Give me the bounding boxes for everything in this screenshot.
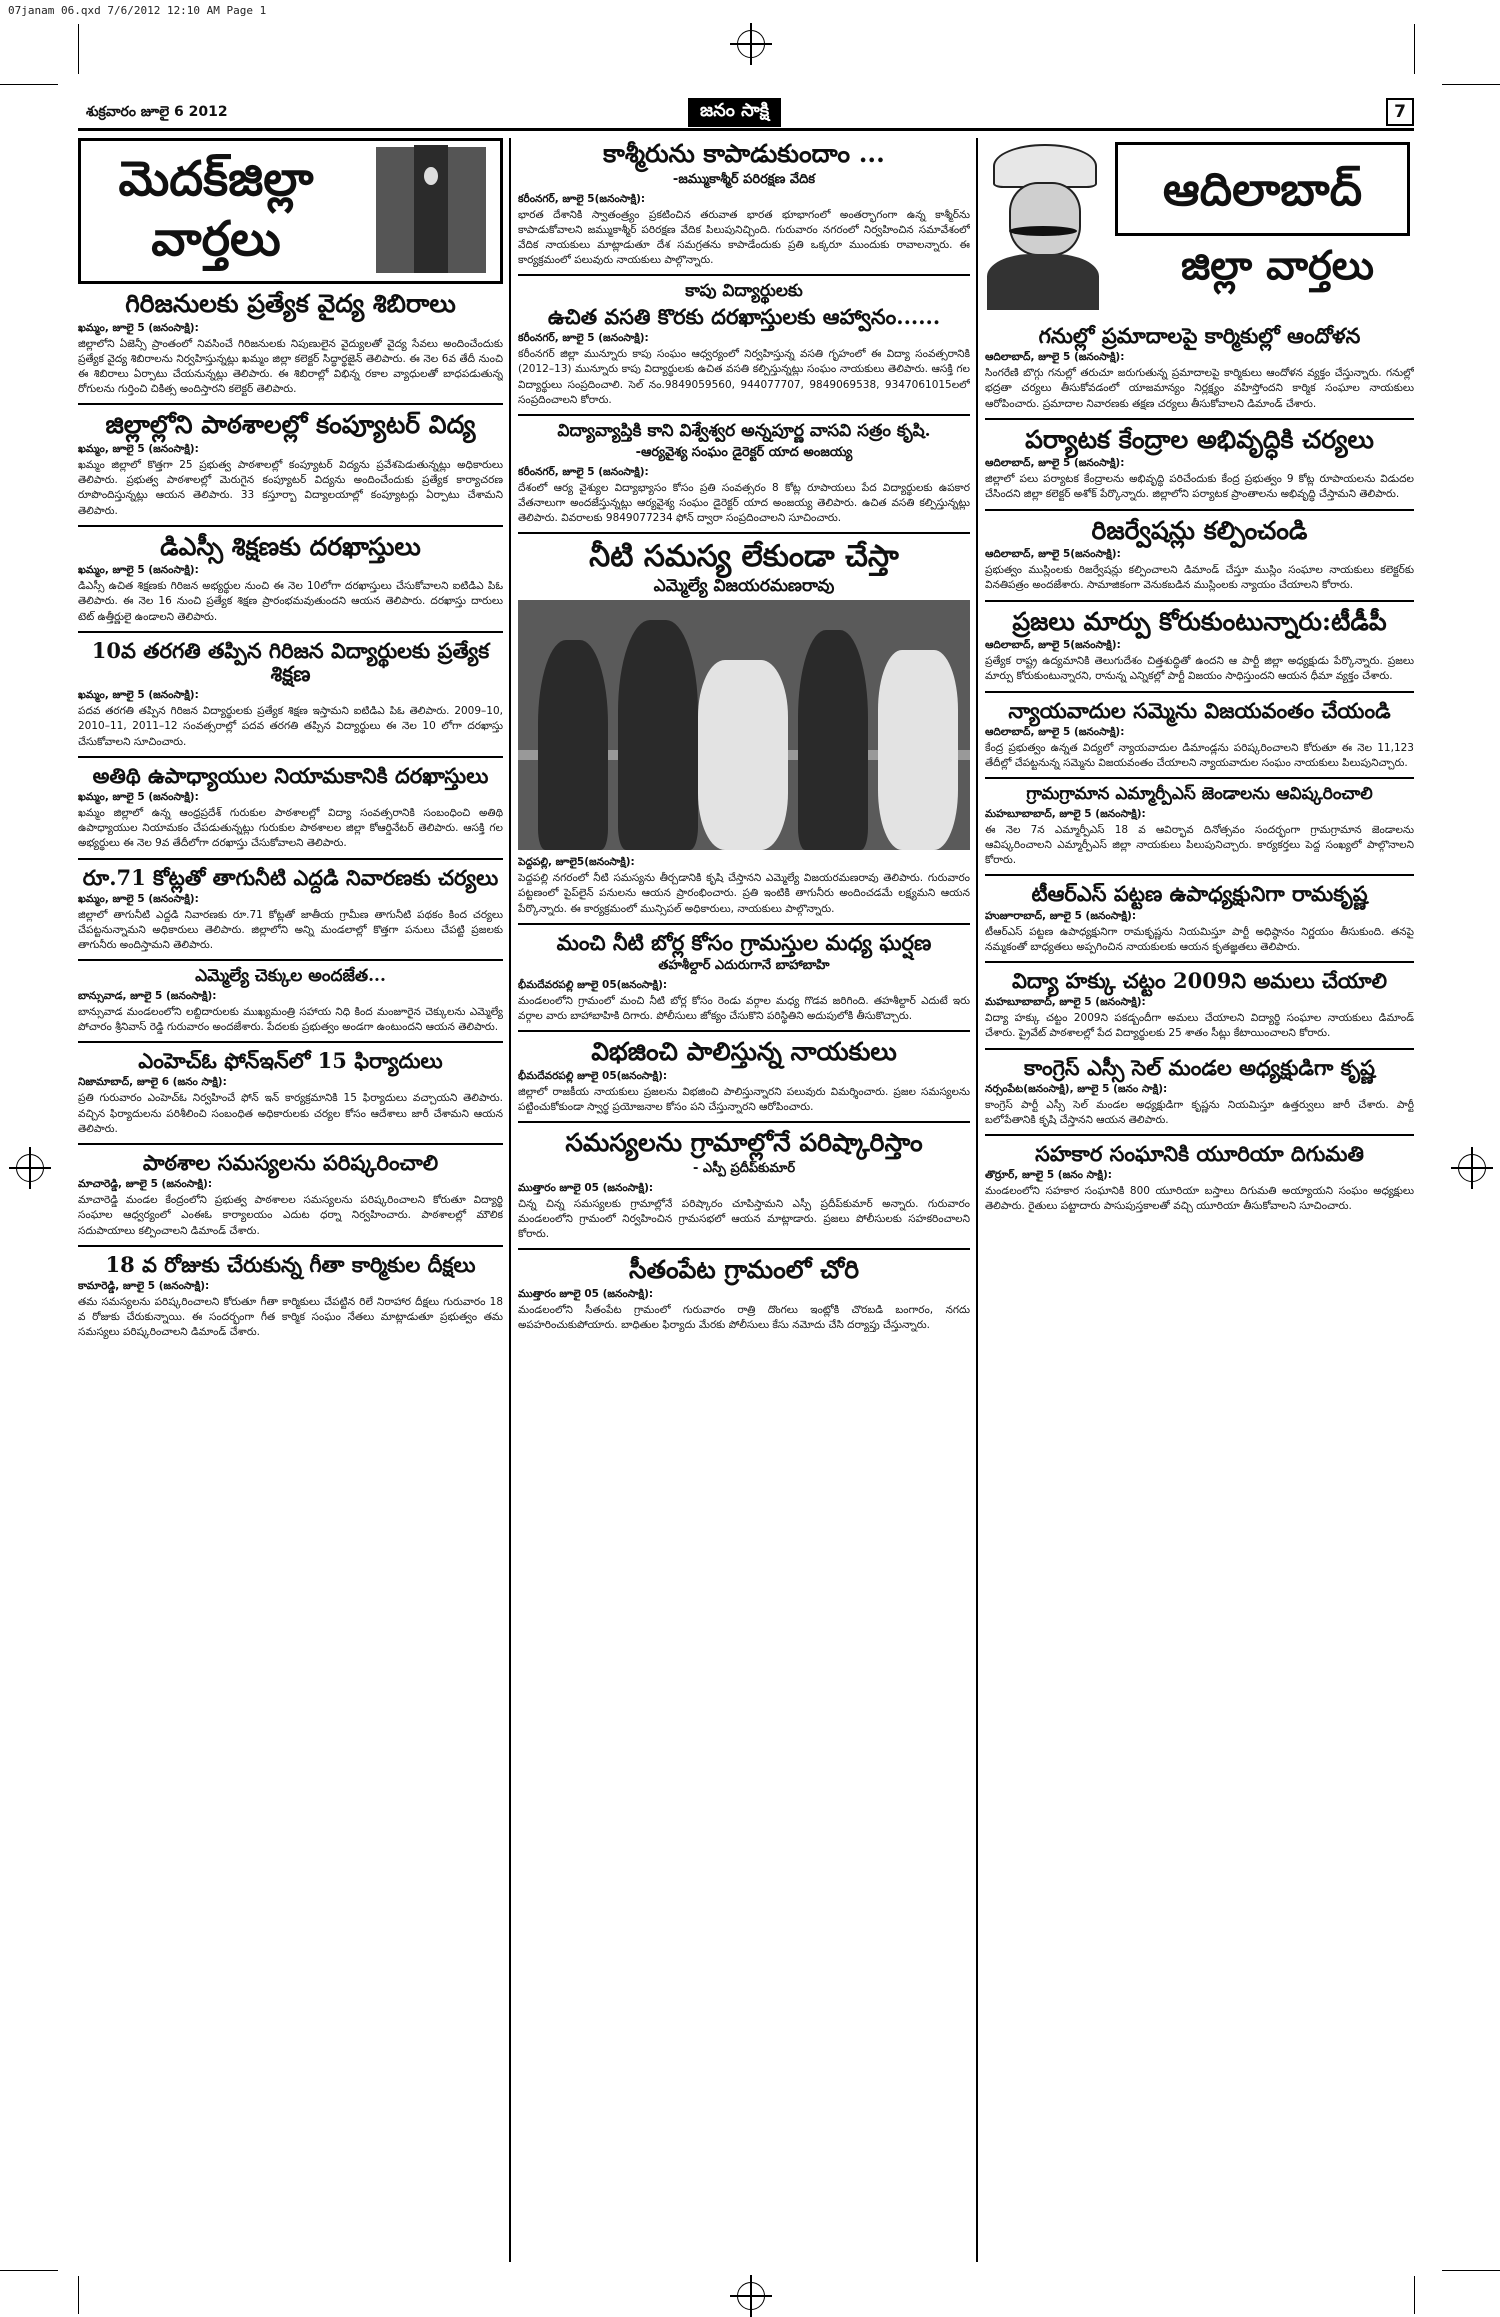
column-rule [976, 138, 978, 2262]
headline: న్యాయవాదుల సమ్మెను విజయవంతం చేయండి [1008, 697, 1391, 723]
article [985, 699, 1414, 780]
headline: ప్రజలు మార్పు కోరుకుంటున్నారు:టీడీపీ [1012, 606, 1387, 636]
byline: మాచారెడ్డి, జూలై 5 (జనంసాక్షి): [78, 1178, 213, 1191]
article-body: జిల్లాలో పలు పర్యాటక కేంద్రాలను అభివృద్ధి పరిచేందుకు కేంద్ర ప్రభుత్వం 9 కోట్ల రూపాయలను విడుదల చేసిందని జిల్లా కలెక్టర్ అశోక్ పేర్కొన్నారు. జిల్లాలోని పర్యాటక ప్రాంతాలను అభివృద్ధి చేస్తామని తెలిపారు. [985, 473, 1414, 501]
article-body: మాచారెడ్డి మండల కేంద్రంలోని ప్రభుత్వ పాఠశాలల సమస్యలను పరిష్కరించాలని కోరుతూ విద్యార్థి సంఘాల ఆధ్వర్యంలో ఎంఈఓ కార్యాలయం ఎదుట ధర్నా నిర్వహించారు. పాఠశాలల్లో మౌలిక సదుపాయాలు కల్పించాలని డిమాండ్ చేశారు. [78, 1194, 503, 1237]
headline: డిఎస్సీ శిక్షణకు దరఖాస్తులు [160, 531, 421, 561]
registration-mark-icon [737, 30, 765, 58]
article-body: ఖమ్మం జిల్లాలో ఉన్న ఆంధ్రప్రదేశ్ గురుకుల పాఠశాలల్లో విద్యా సంవత్సరానికి సంబంధించి అతిథి ఉపాధ్యాయుల నియామకం చేపడుతున్నట్లు గురుకుల పాఠశాలల జిల్లా కోఆర్డినేటర్ తెలిపారు. ఆసక్తి గల అభ్యర్థులు ఈ నెల 9వ తేదీలోగా దరఖాస్తు చేసుకోవాలని తెలిపారు. [78, 806, 503, 850]
news-photo [518, 600, 970, 850]
article [518, 422, 970, 534]
headline: మంచి నీటి బోర్ల కోసం గ్రామస్తుల మధ్య ఘర్షణ [556, 929, 932, 955]
article [985, 426, 1414, 511]
article-body: ప్రతి గురువారం ఎంహెచ్ఓ నిర్వహించే ఫోన్ ఇన్ కార్యక్రమానికి 15 ఫిర్యాదులు వచ్చాయని తెలిపారు. వచ్చిన ఫిర్యాదులను పరిశీలించి సంబంధిత అధికారులకు చర్యల కోసం ఆదేశాలు జారీ చేశామని ఆయన తెలిపారు. [78, 1092, 503, 1135]
article-body: కేంద్ర ప్రభుత్వం ఉన్నత విద్యలో న్యాయవాదుల డిమాండ్లను పరిష్కరించాలని కోరుతూ ఈ నెల 11,123 తేదీల్లో చేపట్టనున్న సమ్మెను విజయవంతం చేయాలని న్యాయవాదుల సంఘం నాయకులు పిలుపునిచ్చారు. [985, 741, 1414, 769]
headline: గనుల్లో ప్రమాదాలపై కార్మికుల్లో ఆందోళన [1038, 323, 1361, 348]
article [78, 290, 503, 405]
article [78, 866, 503, 962]
article [985, 324, 1414, 420]
crop-mark [78, 2276, 79, 2314]
headline: జిల్లాల్లోని పాఠశాలల్లో కంప్యూటర్ విద్య [105, 410, 476, 440]
article-body: జిల్లాలో తాగునీటి ఎద్దడి నివారణకు రూ.71 కోట్లతో జాతీయ గ్రామీణ తాగునీటి పథకం కింద చర్యలు చేపట్టనున్నామని అధికారులు తెలిపారు. జిల్లాలోని అన్ని మండలాల్లో కొత్తగా పనులు చేపట్టి ప్రజలకు తాగునీరు అందిస్తామని తెలిపారు. [78, 908, 503, 952]
page-number: 7 [1386, 98, 1414, 126]
byline: ఖమ్మం, జూలై 5 (జనంసాక్షి): [78, 689, 199, 702]
article-body: ప్రత్యేక రాష్ట్ర ఉద్యమానికి తెలుగుదేశం చిత్తశుద్ధితో ఉందని ఆ పార్టీ జిల్లా అధ్యక్షుడు పేర్కొన్నారు. ప్రజలు మార్పు కోరుకుంటున్నారని, రానున్న ఎన్నికల్లో పార్టీ విజయం సాధిస్తుందని ఆయన ధీమా వ్యక్తం చేశారు. [985, 655, 1414, 683]
article [78, 639, 503, 758]
article-body: ఖమ్మం జిల్లాలో కొత్తగా 25 ప్రభుత్వ పాఠశాలల్లో కంప్యూటర్ విద్యను ప్రవేశపెడుతున్నట్లు అధికారులు తెలిపారు. ప్రభుత్వ పాఠశాలల్లో మెరుగైన కంప్యూటర్ విద్యను అందించేందుకు ప్రత్యేక కార్యాచరణ రూపొందిస్తున్నట్లు ఆయన తెలిపారు. 33 కస్తూర్బా విద్యాలయాల్లో కంప్యూటర్లు ఏర్పాటు చేశామని తెలిపారు. [78, 458, 503, 517]
article [78, 1253, 503, 1347]
crop-mark [1414, 2276, 1415, 2314]
article-body: ప్రభుత్వం ముస్లింలకు రిజర్వేషన్లు కల్పించాలని డిమాండ్ చేస్తూ ముస్లిం సంఘాల నాయకులు కలెక్టర్‌కు వినతిపత్రం అందజేశారు. సామాజికంగా వెనుకబడిన ముస్లింలకు న్యాయం చేయాలని కోరారు. [985, 564, 1414, 592]
subheadline: -ఆర్యవైశ్య సంఘం డైరెక్టర్ యాద అంజయ్య [635, 444, 853, 460]
article [985, 608, 1414, 693]
article-body: ఈ నెల 7న ఎమ్మార్పీఎస్ 18 వ ఆవిర్భావ దినోత్సవం సందర్భంగా గ్రామగ్రామాన జెండాలను ఆవిష్కరించాలని ఎమ్మార్పీఎస్ జిల్లా నాయకులు పిలుపునిచ్చారు. కార్యకర్తలు పెద్ద సంఖ్యలో పాల్గొనాలని కోరారు. [985, 823, 1414, 867]
moustache-shape [1009, 226, 1077, 236]
article-body: పదవ తరగతి తప్పిన గిరిజన విద్యార్థులకు ప్రత్యేక శిక్షణ ఇస్తామని ఐటిడిఎ పిఓ తెలిపారు. 2009–10, 2010–11, 2011–12 సంవత్సరాల్లో పదవ తరగతి తప్పిన విద్యార్థులు ఈ నెల 10 లోగా దరఖాస్తు చేసుకోవాలని సూచించారు. [78, 705, 503, 748]
person-figure [878, 650, 958, 850]
crop-mark [1442, 84, 1500, 85]
article-body: భారత దేశానికి స్వాతంత్ర్యం ప్రకటించిన తరువాత భారత భూభాగంలో అంతర్భాగంగా ఉన్న కాశ్మీర్‌ను కాపాడుకోవాలని జమ్ముకాశ్మీర్ పరిరక్షణ వేదిక పిలుపునిచ్చింది. గురువారం నగరంలో నిర్వహించిన సమావేశంలో వేదిక నాయకులు మాట్లాడుతూ దేశ సమగ్రతను కాపాడేందుకు ప్రతి ఒక్కరూ ముందుకు రావాలన్నారు. ఈ కార్యక్రమంలో పలువురు నాయకులు పాల్గొన్నారు. [518, 208, 970, 267]
registration-mark-icon [1458, 1154, 1486, 1182]
column-karimnagar [518, 138, 970, 2262]
medak-banner [78, 138, 503, 284]
column-medak [78, 138, 503, 2262]
article [78, 1049, 503, 1145]
article [985, 969, 1414, 1050]
headline-second-line: ఉచిత వసతి కొరకు దరఖాస్తులకు ఆహ్వానం...... [547, 304, 941, 330]
byline: కామారెడ్డి, జూలై 5 (జనంసాక్షి): [78, 1279, 210, 1292]
clock-tower-icon [376, 147, 486, 273]
headline: విద్యావ్యాప్తికి కాని విశ్వేశ్వర అన్నపూర్ణ వాసవి సత్రం కృషి. [557, 421, 931, 442]
crop-mark [1442, 2270, 1500, 2271]
headline: 10వ తరగతి తప్పిన గిరిజన విద్యార్థులకు ప్రత్యేక శిక్షణ [91, 637, 490, 686]
adilabad-banner-subtitle: జిల్లా వార్తలు [1181, 242, 1374, 289]
portrait-illustration-icon [987, 142, 1099, 310]
article [518, 540, 970, 924]
article-body: విద్యా హక్కు చట్టం 2009ని పకడ్బందీగా అమలు చేయాలని విద్యార్థి సంఘాల నాయకులు డిమాండ్ చేశారు. ప్రైవేట్ పాఠశాలల్లో పేద విద్యార్థులకు 25 శాతం సీట్లు కేటాయించాలని కోరారు. [985, 1012, 1414, 1040]
headline: రూ.71 కోట్లతో తాగునీటి ఎద్దడి నివారణకు చర్యలు [82, 864, 499, 890]
headline: గిరిజనులకు ప్రత్యేక వైద్య శిబిరాలు [125, 289, 456, 318]
face-shape [1009, 182, 1081, 256]
byline: కరీంనగర్, జూలై 5(జనంసాక్షి): [518, 192, 646, 205]
byline: ఆదిలాబాద్, జూలై 5(జనంసాక్షి): [985, 639, 1121, 652]
article-body: జిల్లాలోని ఏజెన్సీ ప్రాంతంలో నివసించే గిరిజనులకు నిపుణులైన వైద్యులతో వైద్య సేవలు అందించేందుకు ప్రత్యేక వైద్య శిబిరాలను నిర్వహిస్తున్నట్లు ఖమ్మం జిల్లా కలెక్టర్ సిద్ధార్థజైన్ తెలిపారు. ఈ నెల 6వ తేదీ నుంచి ఈ శిబిరాలు ఏర్పాటు చేయనున్నట్లు తెలిపారు. ఈ శిబిరాల్లో విభిన్న రకాల వ్యాధులతో బాధపడుతున్న రోగులను గుర్తించి చికిత్స అందిస్తారని కలెక్టర్ తెలిపారు. [78, 337, 503, 396]
column-rule [509, 138, 511, 2262]
byline: నిజామాబాద్, జూలై 6 (జనం సాక్షి): [78, 1076, 227, 1089]
subheadline: - ఎస్పీ ప్రదీప్‌కుమార్ [692, 1160, 796, 1176]
headline: టీఆర్ఎస్ పట్టణ ఉపాధ్యక్షునిగా రామకృష్ణ [1031, 881, 1368, 907]
medak-banner-title: మెదక్‌జిల్లా వార్తలు [118, 151, 314, 267]
crop-mark [0, 2270, 58, 2271]
article [78, 1151, 503, 1247]
crop-mark [78, 24, 79, 74]
byline: మహబూబాబాద్, జూలై 5 (జనంసాక్షి): [985, 996, 1146, 1009]
article [78, 533, 503, 633]
person-figure [618, 620, 698, 850]
article-body: తమ సమస్యలను పరిష్కరించాలని కోరుతూ గీతా కార్మికులు చేపట్టిన రిలే నిరాహార దీక్షలు గురువారం 18 వ రోజుకు చేరుకున్నాయి. ఈ సందర్భంగా గీత కార్మిక సంఘం నేతలు మాట్లాడుతూ ప్రభుత్వం తమ సమస్యలు పరిష్కరించాలని డిమాండ్ చేశారు. [78, 1295, 503, 1339]
newspaper-page [78, 92, 1414, 2262]
article-body: కరీంనగర్ జిల్లా మున్నూరు కాపు సంఘం ఆధ్వర్యంలో నిర్వహిస్తున్న వసతి గృహంలో ఈ విద్యా సంవత్సరానికి (2012–13) మున్నూరు కాపు విద్యార్థులకు ఉచిత వసతి కల్పిస్తున్నట్లు సంఘం నాయకులు తెలిపారు. ఆసక్తి గల విద్యార్థులు సంప్రదించాలి. సెల్ నం.9849059560, 944077707, 9849069538, 9347061015లలో సంప్రదించాలని కోరారు. [518, 348, 970, 406]
headline: విద్యా హక్కు చట్టం 2009ని అమలు చేయాలి [1011, 967, 1388, 993]
registration-mark-icon [16, 1154, 44, 1182]
byline: కరీంనగర్, జూలై 5 (జనంసాక్షి): [518, 332, 649, 345]
registration-mark-icon [737, 2282, 765, 2310]
headline: సీతంపేట గ్రామంలో చోరి [628, 1255, 860, 1285]
byline: తొర్రూర్, జూలై 5 (జనం సాక్షి): [985, 1169, 1112, 1182]
article-body: సింగరేణి బొగ్గు గనుల్లో తరుచూ జరుగుతున్న ప్రమాదాలపై కార్మికులు ఆందోళన వ్యక్తం చేస్తున్నారు. గనుల్లో భద్రతా చర్యలు తీసుకోవడంలో యాజమాన్యం నిర్లక్ష్యం వహిస్తోందని కార్మిక సంఘాల నాయకులు ఆరోపించారు. ప్రమాదాల నివారణకు తక్షణ చర్యలు తీసుకోవాలని డిమాండ్ చేశారు. [985, 367, 1414, 410]
byline: ఖమ్మం, జూలై 5 (జనంసాక్షి): [78, 564, 199, 577]
article-body: జిల్లాలో రాజకీయ నాయకులు ప్రజలను విభజించి పాలిస్తున్నారని పలువురు విమర్శించారు. ప్రజల సమస్యలను పట్టించుకోకుండా స్వార్థ ప్రయోజనాల కోసం పని చేస్తున్నారని ఆరోపించారు. [518, 1085, 970, 1113]
person-figure [798, 630, 868, 850]
article [78, 967, 503, 1043]
byline: నర్సంపేట(జనంసాక్షి), జూలై 5 (జనం సాక్షి): [985, 1082, 1168, 1095]
person-figure [538, 640, 608, 850]
article [985, 882, 1414, 963]
byline: ఆదిలాబాద్, జూలై 5 (జనంసాక్షి): [985, 351, 1125, 364]
person-figure [698, 660, 788, 850]
headline: కాపు విద్యార్థులకు [685, 281, 803, 302]
byline: భీమదేవరపల్లి జూలై 05(జనంసాక్షి): [518, 978, 668, 991]
headline: నీటి సమస్య లేకుండా చేస్తా [589, 539, 899, 575]
article-body: మండలంలోని సహకార సంఘానికి 800 యూరియా బస్తాలు దిగుమతి అయ్యాయని సంఘం అధ్యక్షులు తెలిపారు. రైతులు పట్టాదారు పాసుపుస్తకాలతో వచ్చి యూరియా తీసుకోవాలని సూచించారు. [985, 1185, 1414, 1213]
article-body: డిఎస్సీ ఉచిత శిక్షణకు గిరిజన అభ్యర్థుల నుంచి ఈ నెల 10లోగా దరఖాస్తులు చేసుకోవాలని ఐటిడిఎ పిఓ తెలిపారు. ఈ నెల 16 నుంచి ప్రత్యేక శిక్షణ ప్రారంభమవుతుందని ఆయన తెలిపారు. దరఖాస్తు దారులు టెట్ ఉత్తీర్ణులై ఉండాలని తెలిపారు. [78, 580, 503, 623]
article-body: దేశంలో ఆర్య వైశ్యుల విద్యాభ్యాసం కోసం ప్రతి సంవత్సరం 8 కోట్ల రూపాయలు పేద విద్యార్థులకు ఉపకార వేతనాలుగా అందజేస్తున్నట్లు ఆర్యవైశ్య సంఘం డైరెక్టర్ యాద అంజయ్య తెలిపారు. ఉచిత వసతి కల్పిస్తున్నట్లు తెలిపారు. వివరాలకు 9849077234 ఫోన్ ద్వారా సంప్రదించాలని సూచించారు. [518, 481, 970, 525]
article [518, 140, 970, 276]
byline: ఖమ్మం, జూలై 5 (జనంసాక్షి): [78, 790, 199, 803]
article [518, 282, 970, 416]
article [78, 411, 503, 526]
article-body: బాన్సువాడ మండలంలోని లబ్దిదారులకు ముఖ్యమంత్రి సహాయ నిధి కింద మంజూరైన చెక్కులను ఎమ్మెల్యే పోచారం శ్రీనివాస్ రెడ్డి గురువారం అందజేశారు. పేదలకు ప్రభుత్వం అండగా ఉంటుందని ఆయన తెలిపారు. [78, 1005, 503, 1034]
byline: బాన్సువాడ, జూలై 5 (జనంసాక్షి): [78, 989, 217, 1002]
headline: రిజర్వేషన్లు కల్పించండి [1091, 515, 1308, 545]
adilabad-banner-title: ఆదిలాబాద్ [1115, 142, 1410, 236]
issue-date: శుక్రవారం జూలై 6 2012 [86, 104, 228, 120]
shoulders-shape [987, 254, 1099, 310]
article [985, 517, 1414, 602]
article-body: చిన్న చిన్న సమస్యలకు గ్రామాల్లోనే పరిష్కారం చూపిస్తామని ఎస్పీ ప్రదీప్‌కుమార్ అన్నారు. గురువారం మండలంలోని గ్రామంలో నిర్వహించిన గ్రామసభలో ఆయన మాట్లాడారు. ప్రజలు పోలీసులకు సహకరించాలని కోరారు. [518, 1197, 970, 1241]
headline: సహకార సంఘానికి యూరియా దిగుమతి [1035, 1141, 1364, 1167]
article-body: పెద్దపల్లి నగరంలో నీటి సమస్యను తీర్చడానికి కృషి చేస్తానని ఎమ్మెల్యే విజయరమణరావు తెలిపారు. గురువారం పట్టణంలో పైప్‌లైన్ పనులను ఆయన ప్రారంభించారు. ప్రతి ఇంటికి తాగునీరు అందించడమే లక్ష్యమని ఆయన పేర్కొన్నారు. ఈ కార్యక్రమంలో మున్సిపల్ అధికారులు, నాయకులు పాల్గొన్నారు. [518, 872, 970, 915]
byline: ముత్తారం జూలై 05 (జనంసాక్షి): [518, 1181, 654, 1194]
byline: ముత్తారం జూలై 05 (జనంసాక్షి): [518, 1287, 654, 1300]
headline: 18 వ రోజుకు చేరుకున్న గీతా కార్మికుల దీక్షలు [105, 1251, 476, 1277]
print-slug: 07janam 06.qxd 7/6/2012 12:10 AM Page 1 [8, 4, 267, 17]
byline: ఖమ్మం, జూలై 5 (జనంసాక్షి): [78, 321, 199, 334]
byline: ఆదిలాబాద్, జూలై 5 (జనంసాక్షి): [985, 725, 1125, 738]
article-body: కాంగ్రెస్ పార్టీ ఎస్సీ సెల్ మండల అధ్యక్షుడిగా కృష్ణను నియమిస్తూ ఉత్తర్వులు జారీ చేశారు. పార్టీ బలోపేతానికి కృషి చేస్తానని ఆయన తెలిపారు. [985, 1098, 1414, 1126]
headline: కాశ్మీరును కాపాడుకుందాం ... [603, 139, 885, 168]
headline: సమస్యలను గ్రామాల్లోనే పరిష్కారిస్తాం [565, 1128, 923, 1158]
article-body: మండలంలోని సీతంపేట గ్రామంలో గురువారం రాత్రి దొంగలు ఇంట్లోకి చొరబడి బంగారం, నగదు అపహరించుకుపోయారు. బాధితుల ఫిర్యాదు మేరకు పోలీసులు కేసు నమోదు చేసి దర్యాప్తు చేస్తున్నారు. [518, 1303, 970, 1332]
byline: పెద్దపల్లి, జూలై5(జనంసాక్షి): [518, 856, 635, 869]
byline: ఆదిలాబాద్, జూలై 5(జనంసాక్షి): [985, 548, 1121, 561]
byline: హుజూరాబాద్, జూలై 5 (జనంసాక్షి): [985, 909, 1137, 922]
headline: పర్యాటక కేంద్రాల అభివృద్ధికి చర్యలు [1025, 424, 1374, 454]
masthead [78, 92, 1414, 131]
crop-mark [1414, 24, 1415, 74]
headline: విభజించి పాలిస్తున్న నాయకులు [591, 1037, 897, 1067]
column-adilabad [985, 138, 1414, 2262]
byline: మహబూబాబాద్, జూలై 5 (జనంసాక్షి): [985, 807, 1146, 820]
byline: ఖమ్మం, జూలై 5 (జనంసాక్షి): [78, 892, 199, 905]
article [518, 1038, 970, 1123]
article [518, 931, 970, 1033]
article-body: మండలంలోని గ్రామంలో మంచి నీటి బోర్ల కోసం రెండు వర్గాల మధ్య గొడవ జరిగింది. తహశీల్దార్ ఎదుటే ఇరు వర్గాల వారు బాహాబాహికి దిగారు. పోలీసులు జోక్యం చేసుకొని పరిస్థితిని అదుపులోకి తీసుకొచ్చారు. [518, 994, 970, 1023]
byline: ఆదిలాబాద్, జూలై 5 (జనంసాక్షి): [985, 457, 1125, 470]
article [985, 1056, 1414, 1137]
byline: భీమదేవరపల్లి జూలై 05(జనంసాక్షి): [518, 1069, 668, 1082]
headline: కాంగ్రెస్ ఎస్సీ సెల్ మండల అధ్యక్షుడిగా కృష్ణ [1024, 1054, 1375, 1080]
article-body: టీఆర్ఎస్ పట్టణ ఉపాధ్యక్షునిగా రామకృష్ణను నియమిస్తూ పార్టీ అధిష్ఠానం నిర్ణయం తీసుకుంది. తనపై నమ్మకంతో బాధ్యతలు అప్పగించిన నాయకులకు ఆయన కృతజ్ఞతలు తెలిపారు. [985, 925, 1414, 953]
headline: ఎమ్మెల్యే చెక్కుల అందజేత... [195, 966, 386, 987]
adilabad-banner [985, 138, 1414, 318]
article [985, 785, 1414, 876]
crop-mark [0, 84, 58, 85]
subheadline: తహశీల్దార్ ఎదురుగానే బాహాబాహి [658, 957, 830, 973]
headline: అతిథి ఉపాధ్యాయుల నియామకానికి దరఖాస్తులు [92, 762, 489, 788]
headline: గ్రామగ్రామాన ఎమ్మార్పీఎస్ జెండాలను ఆవిష్కరించాలి [1026, 784, 1373, 805]
subheadline: ఎమ్మెల్యే విజయరమణరావు [653, 576, 835, 597]
article [78, 764, 503, 860]
article [985, 1142, 1414, 1221]
article [518, 1129, 970, 1250]
headline: పాఠశాల సమస్యలను పరిష్కరించాలి [142, 1150, 439, 1176]
subheadline: -జమ్ముకాశ్మీర్ పరిరక్షణ వేదిక [672, 171, 816, 187]
paper-logo: జనం సాక్షి [688, 98, 781, 127]
article [518, 1256, 970, 1339]
byline: కరీంనగర్, జూలై 5 (జనంసాక్షి): [518, 465, 649, 478]
headline: ఎంహెచ్‌ఓ ఫోన్‌ఇన్‌లో 15 ఫిర్యాదులు [138, 1048, 443, 1074]
byline: ఖమ్మం, జూలై 5 (జనంసాక్షి): [78, 442, 199, 455]
